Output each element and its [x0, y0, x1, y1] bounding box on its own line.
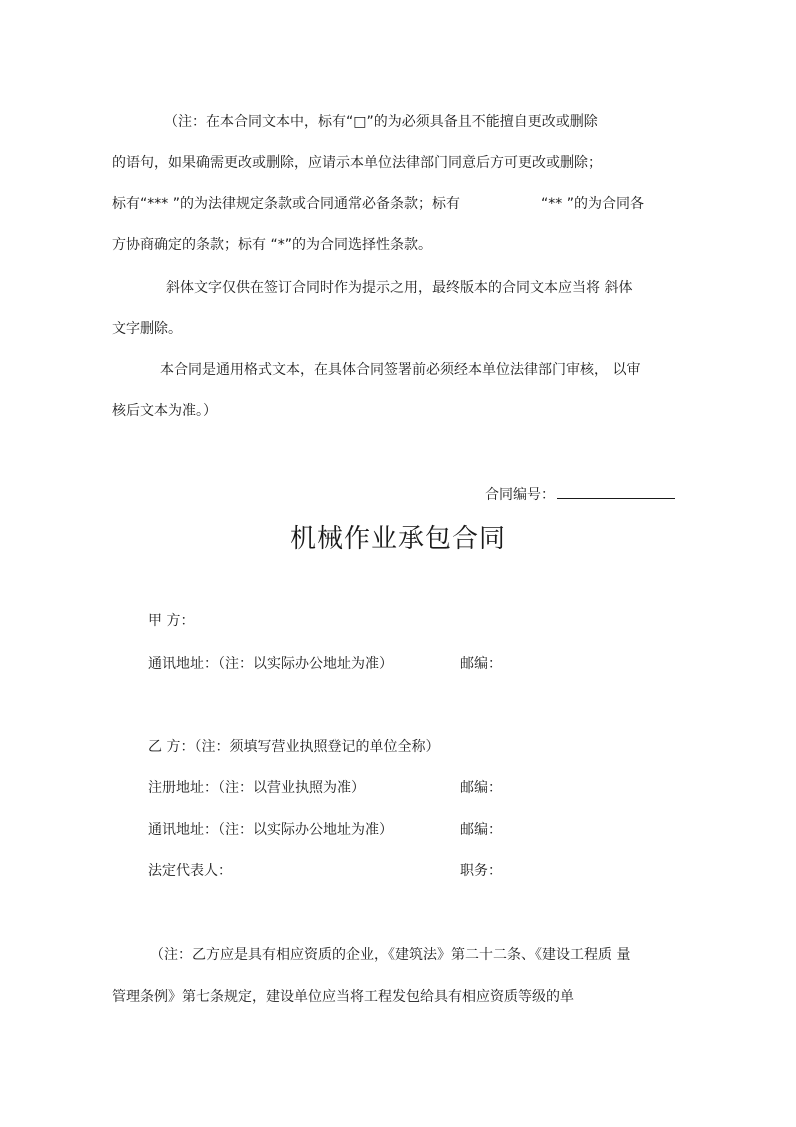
party-b-reg-address: 注册地址：（注：以营业执照为准） [148, 780, 365, 796]
note-line-3b: “** ”的为合同各 [541, 196, 644, 212]
party-b-address: 通讯地址：（注：以实际办公地址为准） [148, 822, 393, 838]
italic-note-line-2: 文字删除。 [112, 321, 182, 337]
note-line-4: 方协商确定的条款；标有 “*”的为合同选择性条款。 [112, 237, 432, 253]
qualification-note-line-2: 管理条例》第七条规定，建设单位应当将工程发包给具有相应资质等级的单 [112, 989, 574, 1005]
note-line-1: （注：在本合同文本中，标有“□”的为必须具备且不能擅自更改或删除 [164, 114, 598, 130]
party-b-postcode: 邮编： [460, 822, 502, 838]
note-line-3a: 标有“*** ”的为法律规定条款或合同通常必备条款；标有 [112, 196, 460, 212]
party-a-postcode: 邮编： [460, 656, 502, 672]
template-note-line-1: 本合同是通用格式文本，在具体合同签署前必须经本单位法律部门审核， 以审 [160, 362, 641, 378]
party-b-position: 职务： [460, 863, 502, 879]
party-b-label: 乙 方：（注：须填写营业执照登记的单位全称） [148, 739, 440, 755]
note-line-2: 的语句，如果确需更改或删除，应请示本单位法律部门同意后方可更改或删除； [112, 155, 602, 171]
template-note-line-2: 核后文本为准。） [112, 403, 217, 419]
page-title: 机械作业承包合同 [289, 524, 506, 554]
contract-number-blank[interactable] [557, 484, 675, 499]
contract-number-label: 合同编号： [485, 487, 555, 503]
contract-number [485, 484, 675, 504]
party-a-label: 甲 方： [148, 613, 195, 629]
qualification-note-line-1: （注：乙方应是具有相应资质的企业，《建筑法》第二十二条、《建设工程质 量 [150, 947, 631, 963]
party-b-reg-postcode: 邮编： [460, 780, 502, 796]
italic-note-line-1: 斜体文字仅供在签订合同时作为提示之用，最终版本的合同文本应当将 斜体 [166, 280, 633, 296]
party-b-legal-rep: 法定代表人： [148, 863, 232, 879]
party-a-address: 通讯地址：（注：以实际办公地址为准） [148, 656, 393, 672]
